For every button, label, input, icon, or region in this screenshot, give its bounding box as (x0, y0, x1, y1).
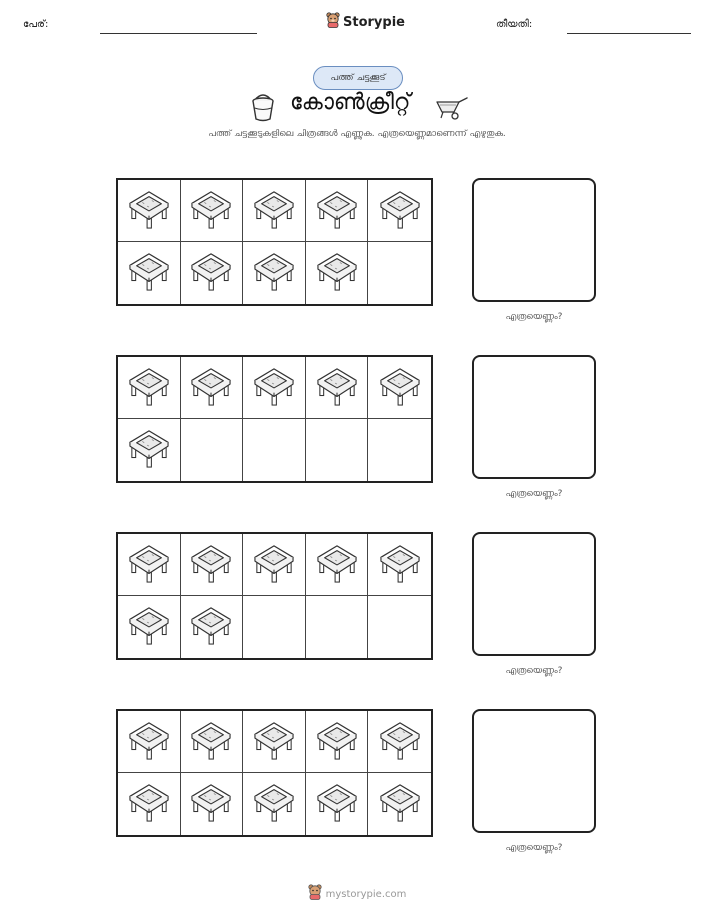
ten-frame-cell (243, 596, 306, 658)
answer-box[interactable] (472, 532, 596, 656)
ten-frame-cell (181, 357, 244, 419)
ten-frame-cell (181, 596, 244, 658)
ten-frame-cell (243, 419, 306, 481)
formwork-frame-icon (128, 189, 170, 233)
ten-frame-cell (368, 242, 431, 304)
formwork-frame-icon (128, 605, 170, 649)
formwork-frame-icon (128, 720, 170, 764)
ten-frame-cell (243, 180, 306, 242)
ten-frame (116, 532, 433, 660)
formwork-frame-icon (128, 251, 170, 295)
formwork-frame-icon (128, 428, 170, 472)
formwork-frame-icon (190, 251, 232, 295)
how-many-label: എത്രയെണ്ണം? (505, 312, 563, 322)
formwork-frame-icon (253, 720, 295, 764)
instructions: പത്ത് ചട്ടക്കൂടുകളിലെ ചിത്രങ്ങൾ എണ്ണുക. എത്രയെണ്ണമാണെന്ന് എഴുതുക. (208, 129, 506, 139)
how-many-label: എത്രയെണ്ണം? (505, 843, 563, 853)
formwork-frame-icon (316, 366, 358, 410)
footer (0, 884, 714, 904)
formwork-frame-icon (316, 251, 358, 295)
ten-frame-cell (368, 357, 431, 419)
footer-site: mystorypie.com (325, 888, 407, 900)
ten-frame-cell (118, 242, 181, 304)
answer-box[interactable] (472, 178, 596, 302)
ten-frame-cell (368, 773, 431, 835)
formwork-frame-icon (379, 189, 421, 233)
ten-frame-cell (306, 419, 369, 481)
formwork-frame-icon (253, 782, 295, 826)
name-line[interactable] (100, 33, 257, 34)
formwork-frame-icon (128, 366, 170, 410)
ten-frame-cell (368, 596, 431, 658)
formwork-frame-icon (190, 720, 232, 764)
brand-name: Storypie (343, 14, 405, 30)
ten-frame-cell (306, 180, 369, 242)
ten-frame-cell (306, 357, 369, 419)
ten-frame-cell (118, 534, 181, 596)
wheelbarrow-icon (433, 94, 469, 124)
ten-frame-cell (181, 711, 244, 773)
ten-frame-cell (243, 242, 306, 304)
ten-frame (116, 355, 433, 483)
ten-frame-cell (243, 534, 306, 596)
formwork-frame-icon (190, 543, 232, 587)
formwork-frame-icon (190, 782, 232, 826)
formwork-frame-icon (253, 366, 295, 410)
ten-frame-cell (243, 773, 306, 835)
ten-frame-cell (181, 242, 244, 304)
how-many-label: എത്രയെണ്ണം? (505, 666, 563, 676)
ten-frame-cell (118, 596, 181, 658)
ten-frame-cell (243, 357, 306, 419)
ten-frame-cell (368, 534, 431, 596)
answer-box[interactable] (472, 709, 596, 833)
ten-frame-cell (181, 534, 244, 596)
answer-box[interactable] (472, 355, 596, 479)
bear-mascot-icon (308, 884, 322, 904)
page-title: കോൺക്രീറ്റ് (290, 90, 411, 115)
ten-frame-cell (306, 242, 369, 304)
brand-logo (326, 12, 405, 32)
ten-frame-cell (306, 596, 369, 658)
ten-frame-cell (181, 773, 244, 835)
ten-frame-cell (118, 357, 181, 419)
bear-mascot-icon (326, 12, 340, 32)
topic-badge: പത്ത് ചട്ടക്കൂട് (313, 66, 403, 90)
formwork-frame-icon (379, 366, 421, 410)
formwork-frame-icon (316, 189, 358, 233)
ten-frame-cell (306, 773, 369, 835)
ten-frame-cell (118, 711, 181, 773)
formwork-frame-icon (190, 189, 232, 233)
formwork-frame-icon (253, 189, 295, 233)
formwork-frame-icon (128, 782, 170, 826)
ten-frame-cell (243, 711, 306, 773)
formwork-frame-icon (379, 720, 421, 764)
formwork-frame-icon (253, 251, 295, 295)
ten-frame-cell (181, 180, 244, 242)
ten-frame-cell (368, 711, 431, 773)
name-label: പേര്: (23, 19, 49, 30)
formwork-frame-icon (190, 366, 232, 410)
formwork-frame-icon (316, 543, 358, 587)
ten-frame-cell (306, 711, 369, 773)
date-line[interactable] (567, 33, 691, 34)
formwork-frame-icon (128, 543, 170, 587)
ten-frame-cell (368, 419, 431, 481)
how-many-label: എത്രയെണ്ണം? (505, 489, 563, 499)
formwork-frame-icon (379, 543, 421, 587)
ten-frame-cell (118, 773, 181, 835)
ten-frame-cell (181, 419, 244, 481)
formwork-frame-icon (316, 720, 358, 764)
ten-frame-cell (306, 534, 369, 596)
ten-frame (116, 709, 433, 837)
title-row (0, 90, 714, 124)
ten-frame-cell (118, 419, 181, 481)
formwork-frame-icon (190, 605, 232, 649)
bucket-icon (250, 92, 276, 126)
formwork-frame-icon (379, 782, 421, 826)
ten-frame-cell (118, 180, 181, 242)
ten-frame (116, 178, 433, 306)
date-label: തീയതി: (496, 19, 533, 30)
formwork-frame-icon (316, 782, 358, 826)
formwork-frame-icon (253, 543, 295, 587)
ten-frame-cell (368, 180, 431, 242)
